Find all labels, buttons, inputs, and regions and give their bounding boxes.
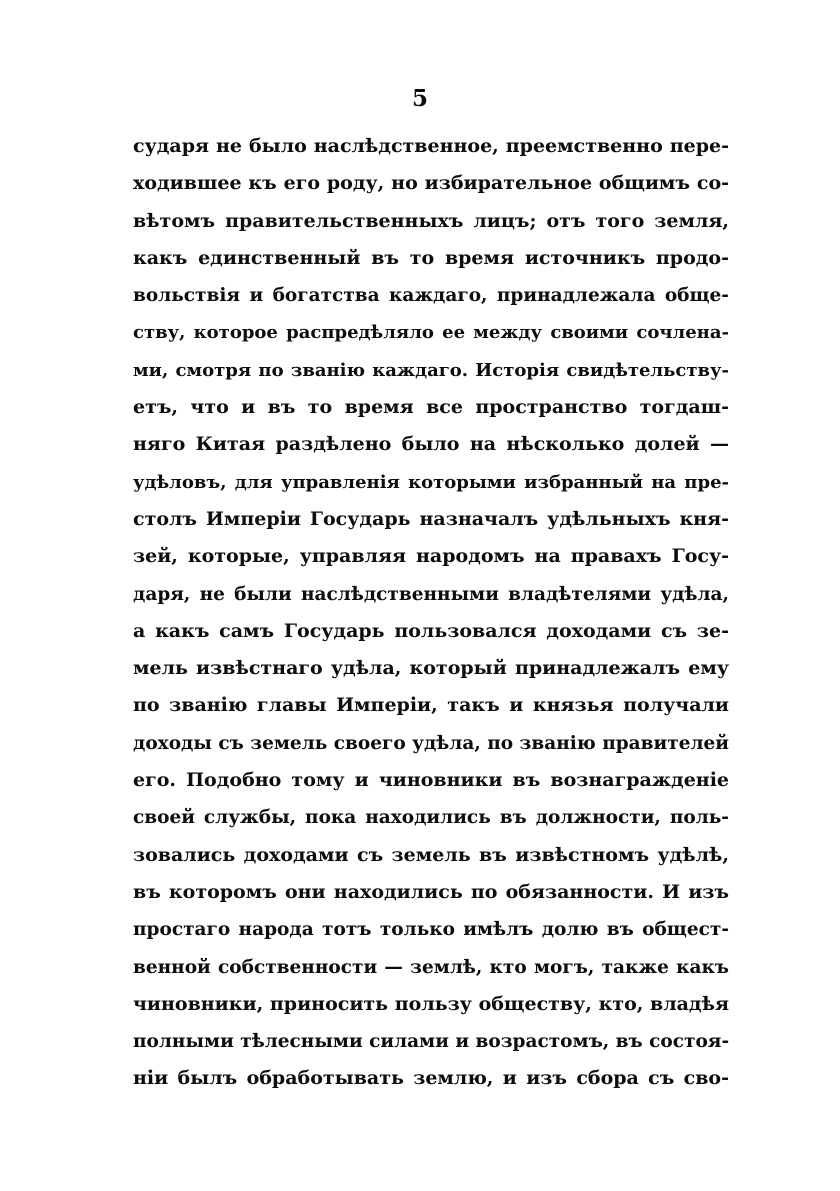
text-line: какъ единственный въ то время источникъ продо- — [133, 246, 729, 269]
text-line: ніи былъ обработывать землю, и изъ сбора съ сво- — [133, 1067, 729, 1090]
text-line: по званію главы Имперіи, такъ и князья получали — [133, 694, 729, 717]
text-line: зей, которые, управляя народомъ на правахъ Госу- — [133, 545, 729, 568]
text-line: полными тѣлесными силами и возрастомъ, въ состоя- — [133, 1031, 729, 1053]
text-line: его. Подобно тому и чиновники въ вознагражденіе — [133, 769, 729, 792]
text-line: чиновники, приносить пользу обществу, кто, владѣя — [133, 992, 729, 1015]
text-line: ству, которое распредѣляло ее между своими сочлена- — [133, 322, 729, 344]
text-line: зовались доходами съ земель въ извѣстномъ удѣлѣ, — [133, 843, 729, 866]
text-line: венной собственности — землѣ, кто могъ, также какъ — [133, 956, 729, 978]
text-line: доходы съ земель своего удѣла, по званію правителей — [133, 732, 729, 754]
text-line: вѣтомъ правительственныхъ лицъ; отъ того земля, — [133, 209, 729, 232]
text-line: столъ Имперіи Государь назначалъ удѣльныхъ кня- — [133, 507, 729, 530]
text-line: даря, не были наслѣдственными владѣтелями удѣла, — [133, 583, 729, 605]
text-line: въ которомъ они находились по обязанности. И изъ — [133, 880, 729, 903]
text-line: а какъ самъ Государь пользовался доходами съ зе- — [133, 619, 729, 642]
text-line: ми, смотря по званію каждаго. Исторія свидѣтельству- — [133, 359, 729, 381]
text-line: ходившее къ его роду, но избирательное общимъ со- — [133, 172, 729, 195]
text-line: своей службы, пока находились въ должности, поль- — [133, 807, 729, 829]
text-line: вольствія и богатства каждаго, принадлежала обще- — [133, 285, 729, 307]
text-line: етъ, что и въ то время все пространство тогдаш- — [133, 396, 729, 419]
text-line: простаго народа тотъ только имѣлъ долю въ общест- — [133, 919, 729, 941]
page-number: 5 — [411, 85, 428, 112]
text-line: удѣловъ, для управленія которыми избранный на пре- — [133, 471, 729, 493]
text-line: мель извѣстнаго удѣла, который принадлежалъ ему — [133, 657, 729, 680]
text-line: няго Китая раздѣлено было на нѣсколько долей — — [133, 433, 729, 456]
body-text — [133, 128, 729, 1098]
text-line: сударя не было наслѣдственное, преемственно пере- — [133, 135, 729, 157]
